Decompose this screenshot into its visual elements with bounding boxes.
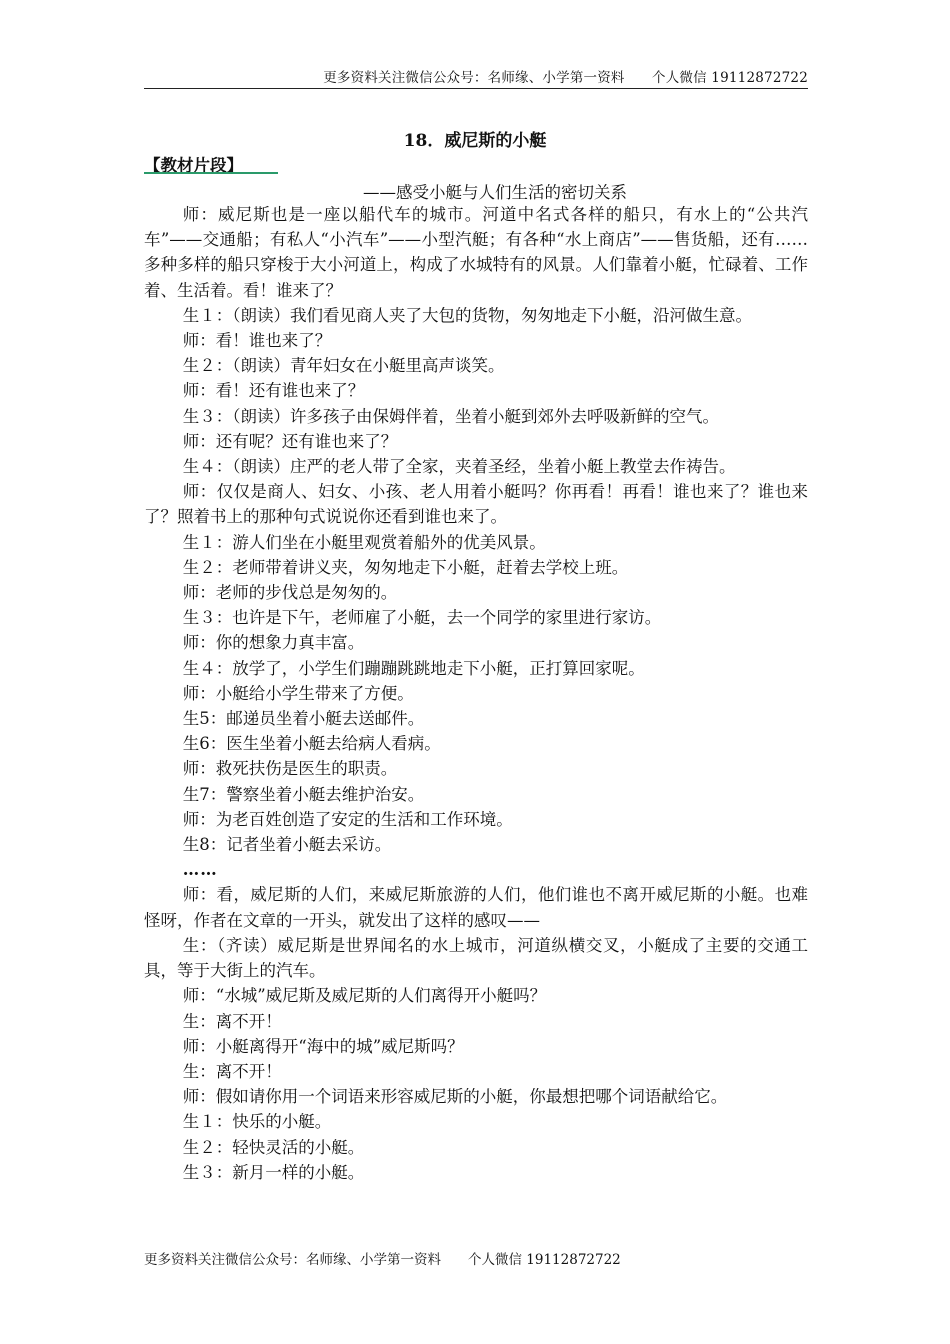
paragraph: 生２：（朗读）青年妇女在小艇里高声谈笑。	[182, 356, 505, 376]
paragraph: 生３：也许是下午，老师雇了小艇，去一个同学的家里进行家访。	[182, 608, 662, 628]
paragraph: 生7：警察坐着小艇去维护治安。	[182, 784, 425, 804]
paragraph: 生8：记者坐着小艇去采访。	[182, 835, 392, 855]
paragraph: 生6：医生坐着小艇去给病人看病。	[182, 734, 441, 754]
paragraph: 生１：（朗读）我们看见商人夹了大包的货物，匆匆地走下小艇，沿河做生意。	[182, 305, 753, 325]
paragraph: 生４：放学了，小学生们蹦蹦跳跳地走下小艇，正打算回家呢。	[182, 658, 645, 678]
paragraph: 生：（齐读）威尼斯是世界闻名的水上城市，河道纵横交叉，小艇成了主要的交通工具，等于大街上的汽车。	[144, 935, 808, 981]
paragraph: 生３：（朗读）许多孩子由保姆伴着，坐着小艇到郊外去呼吸新鲜的空气。	[182, 406, 720, 426]
paragraph: 师：仅仅是商人、妇女、小孩、老人用着小艇吗？你再看！再看！谁也来了？谁也来了？照着书上的那种句式说说你还看到谁也来了。	[144, 482, 808, 527]
paragraph: 生：离不开！	[182, 1061, 282, 1081]
paragraph: 生２：老师带着讲义夹，匆匆地走下小艇，赶着去学校上班。	[182, 557, 629, 577]
paragraph: 生１：快乐的小艇。	[182, 1112, 332, 1132]
paragraph: 师：“水城”威尼斯及威尼斯的人们离得开小艇吗？	[182, 986, 547, 1006]
paragraph: 师：威尼斯也是一座以船代车的城市。河道中名式各样的船只，有水上的“公共汽车”——交通船；有私人“小汽车”——小型汽艇；有各种“水上商店”——售货船，还有……多种多样的船只穿梭于大小河道上，构成了水城特有的风景。人们靠着小艇，忙碌着、工作着、生活着。看！谁来了？	[144, 205, 808, 300]
paragraph: 师：看！还有谁也来了？	[182, 381, 365, 401]
ellipsis-paragraph: ……	[182, 860, 218, 880]
paragraph: 生5：邮递员坐着小艇去送邮件。	[182, 709, 425, 729]
lesson-title: 18．威尼斯的小艇	[403, 131, 547, 151]
paragraph: 生：离不开！	[182, 1011, 282, 1031]
section-underline	[144, 172, 278, 174]
paragraph: 师：救死扶伤是医生的职责。	[182, 759, 398, 779]
header-divider	[144, 88, 808, 89]
paragraph: 师：你的想象力真丰富。	[182, 633, 365, 653]
paragraph: 师：为老百姓创造了安定的生活和工作环境。	[182, 809, 513, 829]
paragraph: 师：小艇给小学生带来了方便。	[182, 683, 414, 703]
section-subtitle: ——感受小艇与人们生活的密切关系	[363, 183, 627, 202]
paragraph: 师：看！谁也来了？	[182, 331, 332, 351]
page-footer: 更多资料关注微信公众号：名师缘、小学第一资料 个人微信 19112872722	[144, 1252, 621, 1268]
paragraph: 生２：轻快灵活的小艇。	[182, 1137, 365, 1157]
paragraph: 师：看，威尼斯的人们，来威尼斯旅游的人们，他们谁也不离开威尼斯的小艇。也难怪呀，作者在文章的一开头，就发出了这样的感叹——	[144, 885, 808, 930]
page-header: 更多资料关注微信公众号：名师缘、小学第一资料 个人微信 19112872722	[323, 70, 808, 86]
paragraph: 师：还有呢？还有谁也来了？	[182, 431, 398, 451]
paragraph: 生１：游人们坐在小艇里观赏着船外的优美风景。	[182, 532, 546, 552]
paragraph: 师：老师的步伐总是匆匆的。	[182, 583, 398, 603]
paragraph: 师：假如请你用一个词语来形容威尼斯的小艇，你最想把哪个词语献给它。	[182, 1087, 728, 1107]
paragraph: 师：小艇离得开“海中的城”威尼斯吗？	[182, 1036, 464, 1056]
dialogue-body	[144, 202, 808, 1185]
paragraph: 生４：（朗读）庄严的老人带了全家，夹着圣经，坐着小艇上教堂去作祷告。	[182, 457, 736, 477]
section-label: 【教材片段】	[144, 156, 243, 175]
paragraph: 生３：新月一样的小艇。	[182, 1162, 365, 1182]
